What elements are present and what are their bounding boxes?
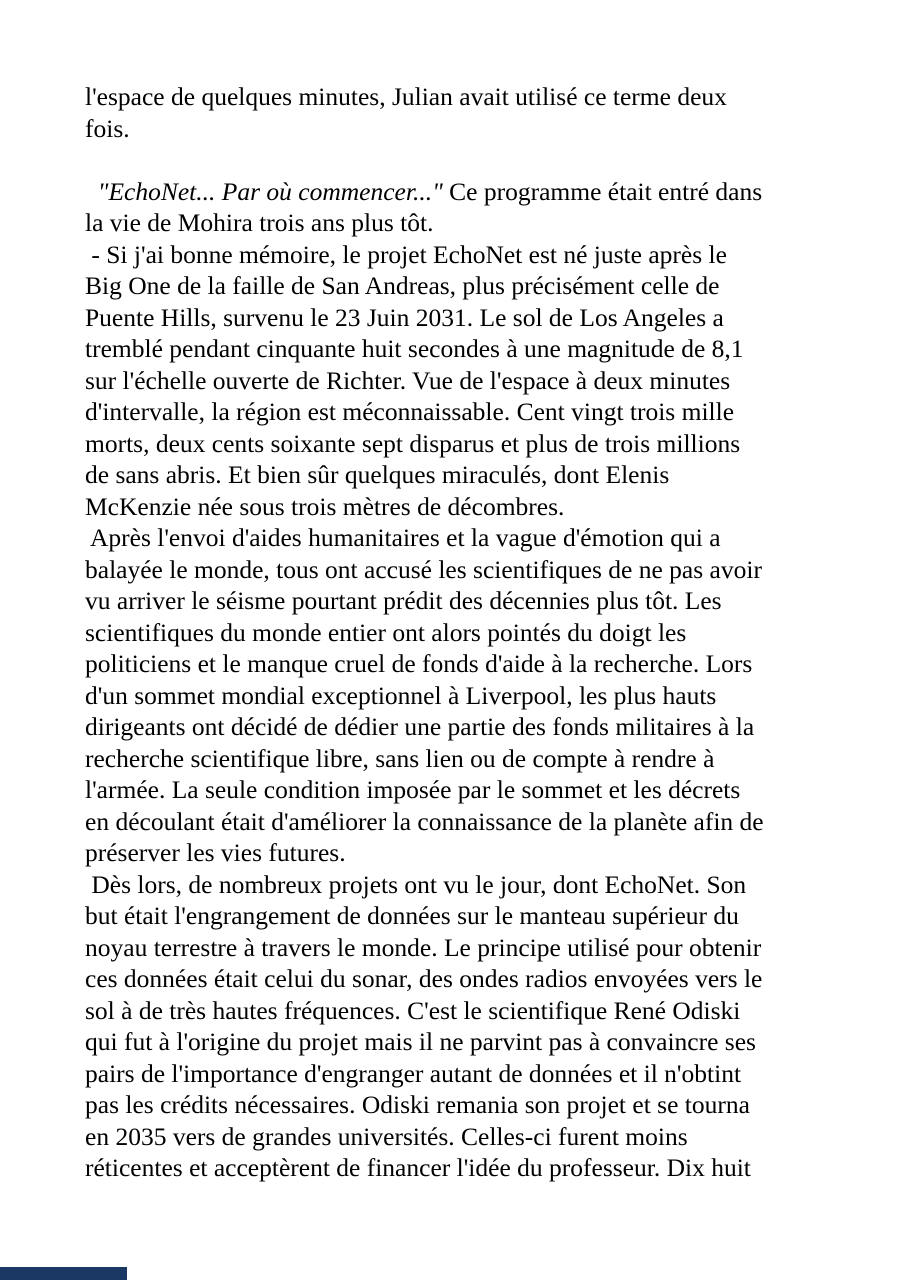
body-text: la vie de Mohira trois ans plus tôt.	[85, 208, 434, 237]
body-text: balayée le monde, tous ont accusé les scientifiques de ne pas avoir	[85, 554, 762, 584]
text-line	[85, 522, 845, 554]
body-text: recherche scientifique libre, sans lien ou de compte à rendre à	[85, 743, 715, 773]
text-line	[85, 1121, 845, 1153]
text-line	[85, 1152, 845, 1184]
text-line	[85, 995, 845, 1027]
body-text: politiciens et le manque cruel de fonds d'aide à la recherche. Lors	[85, 649, 753, 678]
text-line	[85, 711, 845, 743]
text-line	[85, 963, 845, 995]
text-line	[85, 113, 845, 145]
text-line	[85, 1026, 845, 1058]
body-text: Dès lors, de nombreux projets ont vu le jour, dont EchoNet. Son	[85, 869, 747, 899]
body-text: but était l'engrangement de données sur le manteau supérieur du	[85, 901, 739, 930]
text-line	[85, 806, 845, 838]
body-text: de sans abris. Et bien sûr quelques miraculés, dont Elenis	[85, 460, 670, 489]
text-line	[85, 459, 845, 491]
text-line	[85, 869, 845, 901]
body-text: Ce programme était entré dans	[449, 176, 763, 206]
body-text: Après l'envoi d'aides humanitaires et la vague d'émotion qui a	[85, 523, 721, 552]
text-line	[85, 932, 845, 964]
body-text: en 2035 vers de grandes universités. Celles-ci furent moins	[85, 1121, 688, 1151]
text-line	[85, 176, 845, 208]
body-text: préserver les vies futures.	[85, 838, 346, 867]
body-text: réticentes et acceptèrent de financer l'idée du professeur. Dix huit	[85, 1153, 751, 1182]
text-block	[85, 81, 845, 1184]
italic-quote-text: "EchoNet... Par où commencer..."	[85, 176, 450, 206]
text-line	[85, 365, 845, 397]
body-text: qui fut à l'origine du projet mais il ne parvint pas à convaincre ses	[85, 1027, 756, 1056]
body-text: fois.	[85, 113, 130, 143]
text-line	[85, 585, 845, 617]
text-line	[85, 333, 845, 365]
body-text: l'espace de quelques minutes, Julian avait utilisé ce terme deux	[85, 82, 727, 111]
text-line	[85, 554, 845, 586]
text-line	[85, 144, 845, 176]
body-text: scientifiques du monde entier ont alors pointés du doigt les	[85, 617, 687, 647]
body-text: l'armée. La seule condition imposée par le sommet et les décrets	[85, 775, 741, 804]
text-line	[85, 396, 845, 428]
text-line	[85, 81, 845, 113]
text-line	[85, 900, 845, 932]
text-line	[85, 617, 845, 649]
body-text: tremblé pendant cinquante huit secondes à une magnitude de 8,1	[85, 334, 744, 363]
text-line	[85, 1058, 845, 1090]
text-line	[85, 648, 845, 680]
body-text: pas les crédits nécessaires. Odiski remania son projet et se tourna	[85, 1090, 750, 1119]
text-line	[85, 270, 845, 302]
body-text: en découlant était d'améliorer la connaissance de la planète afin de	[85, 806, 764, 836]
text-line	[85, 428, 845, 460]
text-line	[85, 680, 845, 712]
body-text: vu arriver le séisme pourtant prédit des décennies plus tôt. Les	[85, 586, 722, 615]
body-text: morts, deux cents soixante sept disparus et plus de trois millions	[85, 428, 741, 458]
body-text: McKenzie née sous trois mètres de décombres.	[85, 491, 565, 521]
body-text: pairs de l'importance d'engranger autant de données et il n'obtint	[85, 1058, 742, 1088]
body-text: ces données était celui du sonar, des ondes radios envoyées vers le	[85, 964, 763, 993]
text-line	[85, 491, 845, 523]
text-line	[85, 239, 845, 271]
text-line	[85, 774, 845, 806]
body-text: Big One de la faille de San Andreas, plus précisément celle de	[85, 271, 720, 300]
body-text: Puente Hills, survenu le 23 Juin 2031. Le sol de Los Angeles a	[85, 302, 724, 332]
body-text: d'intervalle, la région est méconnaissable. Cent vingt trois mille	[85, 397, 735, 426]
body-text: dirigeants ont décidé de dédier une partie des fonds militaires à la	[85, 712, 755, 741]
text-line	[85, 302, 845, 334]
text-line	[85, 743, 845, 775]
body-text: - Si j'ai bonne mémoire, le projet EchoNet est né juste après le	[85, 239, 727, 269]
body-text: noyau terrestre à travers le monde. Le principe utilisé pour obtenir	[85, 932, 762, 962]
body-text: d'un sommet mondial exceptionnel à Liverpool, les plus hauts	[85, 680, 717, 710]
text-line	[85, 207, 845, 239]
body-text: sur l'échelle ouverte de Richter. Vue de l'espace à deux minutes	[85, 365, 731, 395]
body-text: sol à de très hautes fréquences. C'est le scientifique René Odiski	[85, 995, 741, 1025]
text-line	[85, 837, 845, 869]
text-line	[85, 1089, 845, 1121]
reading-progress-bar	[0, 1267, 127, 1280]
